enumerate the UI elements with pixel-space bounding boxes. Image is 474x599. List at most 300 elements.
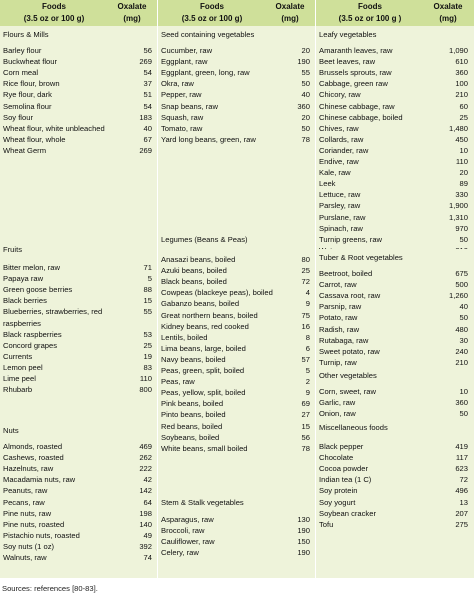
oxalate-value: 117 xyxy=(455,453,468,463)
oxalate-value: 56 xyxy=(143,46,152,55)
oxalate-value: 16 xyxy=(301,321,310,331)
oxalate-value: 183 xyxy=(139,112,152,122)
table-row xyxy=(0,78,158,89)
oxalate-value: 75 xyxy=(301,310,310,320)
oxalate-unit-header: (mg) xyxy=(281,14,299,23)
table-row xyxy=(0,284,158,295)
oxalate-value: 67 xyxy=(143,134,152,144)
table-row xyxy=(0,463,158,474)
oxalate-value: 83 xyxy=(143,362,152,372)
food-name: Pecans, raw xyxy=(3,497,45,507)
table-row xyxy=(316,519,474,530)
section-title: Flours & Mills xyxy=(3,30,49,39)
food-name: Soybean cracker xyxy=(319,508,376,518)
foods-header: Foods xyxy=(358,2,382,11)
section-title: Tuber & Root vegetables xyxy=(319,253,403,262)
oxalate-value: 262 xyxy=(139,453,152,463)
oxalate-unit-header: (mg) xyxy=(123,14,141,23)
oxalate-value: 110 xyxy=(139,374,152,383)
table-row xyxy=(158,547,316,558)
oxalate-value: 72 xyxy=(459,475,468,485)
food-name: Black berries xyxy=(3,296,47,306)
oxalate-value: 42 xyxy=(143,475,152,485)
section-title: Legumes (Beans & Peas) xyxy=(161,235,248,244)
food-name: Cauliflower, raw xyxy=(161,537,215,547)
foods-unit-header: (3.5 oz or 100 g) xyxy=(23,14,85,23)
table-row xyxy=(316,324,474,335)
food-name: Collards, raw xyxy=(319,134,364,144)
oxalate-value: 13 xyxy=(459,497,468,507)
table-row xyxy=(0,134,158,145)
oxalate-value: 360 xyxy=(455,398,468,408)
oxalate-header: Oxalate xyxy=(275,2,305,11)
table-row xyxy=(0,295,158,306)
section-title: Nuts xyxy=(3,426,19,435)
food-name: Rye flour, dark xyxy=(3,90,52,100)
table-row xyxy=(0,306,158,317)
table-row xyxy=(158,78,316,89)
table-row xyxy=(0,552,158,563)
oxalate-value: 800 xyxy=(139,385,152,395)
table-row xyxy=(316,101,474,112)
oxalate-value: 9 xyxy=(305,388,310,398)
oxalate-value: 20 xyxy=(459,168,468,178)
table-row xyxy=(316,508,474,519)
oxalate-value: 72 xyxy=(301,277,310,287)
table-row xyxy=(0,45,158,56)
oxalate-value: 2 xyxy=(305,377,310,387)
oxalate-value: 675 xyxy=(455,269,468,278)
table-row xyxy=(0,452,158,463)
foods-unit-header: (3.5 oz or 100 g ) xyxy=(338,14,402,23)
oxalate-value: 55 xyxy=(143,307,152,317)
food-name: Garlic, raw xyxy=(319,398,356,408)
oxalate-value: 360 xyxy=(455,68,468,78)
oxalate-value: 40 xyxy=(143,123,152,133)
oxalate-value: 360 xyxy=(297,101,310,111)
table-row xyxy=(316,45,474,56)
foods-header: Foods xyxy=(200,2,224,11)
table-row xyxy=(316,386,474,397)
column-1 xyxy=(0,0,158,578)
table-row xyxy=(316,485,474,496)
column-header xyxy=(158,0,316,26)
food-name: Bitter melon, raw xyxy=(3,263,60,272)
food-name: Radish, raw xyxy=(319,324,360,334)
food-name: Peas, raw xyxy=(161,377,195,387)
table-row xyxy=(316,156,474,167)
oxalate-value: 419 xyxy=(455,442,468,451)
food-name: Lime peel xyxy=(3,374,36,383)
oxalate-value: 71 xyxy=(143,263,152,272)
oxalate-value: 275 xyxy=(455,519,468,529)
food-name: Celery, raw xyxy=(161,548,199,558)
table-row xyxy=(316,200,474,211)
oxalate-value: 190 xyxy=(297,526,310,536)
oxalate-value: 269 xyxy=(139,57,152,67)
food-name: Chocolate xyxy=(319,453,354,463)
oxalate-value: 56 xyxy=(301,432,310,442)
oxalate-value: 198 xyxy=(139,508,152,518)
section-title: Leafy vegetables xyxy=(319,30,377,39)
section-title: Seed containing vegetables xyxy=(161,30,255,39)
oxalate-value: 5 xyxy=(147,274,152,284)
oxalate-value: 51 xyxy=(143,90,152,100)
food-name: Cabbage, green raw xyxy=(319,79,388,89)
table-row xyxy=(316,452,474,463)
oxalate-value: 25 xyxy=(301,266,310,276)
oxalate-value: 54 xyxy=(143,101,152,111)
food-name: Chicory, raw xyxy=(319,90,361,100)
table-row xyxy=(158,343,316,354)
food-name: Brussels sprouts, raw xyxy=(319,68,392,78)
table-row xyxy=(158,67,316,78)
table-row xyxy=(158,387,316,398)
oxalate-value: 50 xyxy=(301,79,310,89)
oxalate-value: 142 xyxy=(139,486,152,496)
table-row xyxy=(0,101,158,112)
oxalate-value: 74 xyxy=(143,553,152,562)
food-name: Lemon peel xyxy=(3,362,43,372)
oxalate-value: 450 xyxy=(455,134,468,144)
oxalate-value: 207 xyxy=(455,508,468,518)
oxalate-value: 25 xyxy=(459,112,468,122)
food-name: Pine nuts, raw xyxy=(3,508,52,518)
food-name: Soy yogurt xyxy=(319,497,356,507)
food-name: Sweet potato, raw xyxy=(319,346,380,356)
food-name: Potato, raw xyxy=(319,313,358,323)
table-row xyxy=(316,56,474,67)
section-title: Other vegetables xyxy=(319,371,377,380)
table-row xyxy=(158,376,316,387)
food-name: Wheat Germ xyxy=(3,145,47,155)
food-name: Black pepper xyxy=(319,442,364,451)
table-row xyxy=(316,408,474,419)
oxalate-unit-header: (mg) xyxy=(439,14,457,23)
oxalate-value: 110 xyxy=(455,157,468,166)
food-name: Azuki beans, boiled xyxy=(161,266,227,276)
table-row xyxy=(158,398,316,409)
section-title: Stem & Stalk vegetables xyxy=(161,498,244,507)
oxalate-value: 15 xyxy=(301,421,310,431)
food-name: Wheat flour, white unbleached xyxy=(3,123,105,133)
oxalate-value: 4 xyxy=(305,288,310,298)
table-row xyxy=(316,212,474,223)
oxalate-value: 330 xyxy=(455,190,468,200)
food-name: Peas, green, split, boiled xyxy=(161,366,245,375)
table-row xyxy=(158,321,316,332)
table-row xyxy=(158,443,316,454)
oxalate-value: 20 xyxy=(301,112,310,122)
food-name: Broccoli, raw xyxy=(161,526,205,536)
food-name: Gabanzo beans, boiled xyxy=(161,299,240,309)
table-row xyxy=(316,134,474,145)
table-row xyxy=(0,508,158,519)
oxalate-value: 80 xyxy=(301,255,310,264)
table-row xyxy=(158,298,316,309)
oxalate-value: 150 xyxy=(297,537,310,547)
oxalate-value: 496 xyxy=(455,486,468,496)
footnote: Sources: references [80-83]. xyxy=(2,584,98,593)
oxalate-value: 53 xyxy=(143,329,152,339)
oxalate-value: 1,090 xyxy=(448,46,468,55)
table-row xyxy=(0,441,158,452)
table-row xyxy=(316,223,474,234)
food-name: Asparagus, raw xyxy=(161,515,214,524)
table-row xyxy=(158,101,316,112)
table-row xyxy=(0,351,158,362)
food-name: Beet leaves, raw xyxy=(319,57,376,67)
foods-unit-header: (3.5 oz or 100 g) xyxy=(181,14,243,23)
table-row xyxy=(316,290,474,301)
table-row xyxy=(0,262,158,273)
food-name: Onion, raw xyxy=(319,409,356,419)
table-row xyxy=(316,89,474,100)
food-name: Tofu xyxy=(319,519,334,529)
oxalate-value: 69 xyxy=(301,399,310,409)
table-row xyxy=(316,474,474,485)
food-name: Papaya raw xyxy=(3,274,44,284)
oxalate-value: 49 xyxy=(143,530,152,540)
oxalate-value: 40 xyxy=(301,90,310,100)
food-name: Red beans, boiled xyxy=(161,421,223,431)
oxalate-value: 1,480 xyxy=(448,123,468,133)
oxalate-value: 27 xyxy=(301,410,310,420)
oxalate-value: 6 xyxy=(305,343,310,353)
food-name: Cashews, roasted xyxy=(3,453,64,463)
oxalate-value: 20 xyxy=(301,46,310,55)
food-name: Blueberries, strawberries, red xyxy=(3,307,103,317)
oxalate-value: 50 xyxy=(301,123,310,133)
table-row xyxy=(0,145,158,156)
oxalate-value: 37 xyxy=(143,79,152,89)
oxalate-value: 30 xyxy=(459,335,468,345)
food-name: Parsley, raw xyxy=(319,201,361,211)
food-name: Pink beans, boiled xyxy=(161,399,224,409)
oxalate-value: 240 xyxy=(455,346,468,356)
table-row xyxy=(316,189,474,200)
food-name: Cucumber, raw xyxy=(161,46,213,55)
oxalate-value: 60 xyxy=(459,101,468,111)
table-row xyxy=(316,112,474,123)
food-name: Currents xyxy=(3,351,33,361)
oxalate-value: 480 xyxy=(455,324,468,334)
food-name: Concord grapes xyxy=(3,340,58,350)
food-name: Indian tea (1 C) xyxy=(319,475,372,485)
table-row xyxy=(158,514,316,525)
food-name: Coriander, raw xyxy=(319,145,369,155)
table-row xyxy=(316,145,474,156)
oxalate-value: 130 xyxy=(297,515,310,524)
table-row xyxy=(158,525,316,536)
table-row xyxy=(316,123,474,134)
food-name: raspberries xyxy=(3,318,41,328)
oxalate-header: Oxalate xyxy=(433,2,463,11)
food-name: Purslane, raw xyxy=(319,212,366,222)
table-row xyxy=(316,234,474,245)
oxalate-value: 222 xyxy=(139,464,152,474)
food-name: Amaranth leaves, raw xyxy=(319,46,393,55)
food-name: Leek xyxy=(319,179,336,189)
table-row xyxy=(158,310,316,321)
table-row xyxy=(158,89,316,100)
oxalate-value: 5 xyxy=(305,366,310,375)
table-row xyxy=(0,474,158,485)
food-name: Corn, sweet, raw xyxy=(319,387,376,396)
column-header xyxy=(316,0,474,26)
food-name: Soybeans, boiled xyxy=(161,432,220,442)
food-name: Corn meal xyxy=(3,68,39,78)
food-name: Cocoa powder xyxy=(319,464,368,474)
oxalate-value: 89 xyxy=(459,179,468,189)
food-name: Wheat flour, whole xyxy=(3,134,66,144)
table-row xyxy=(316,441,474,452)
column-header xyxy=(0,0,158,26)
food-name: Tomato, raw xyxy=(161,123,203,133)
table-row xyxy=(316,312,474,323)
column-3 xyxy=(316,0,474,578)
food-name: Endive, raw xyxy=(319,157,359,166)
oxalate-value: 500 xyxy=(455,280,468,290)
section-title: Miscellaneous foods xyxy=(319,423,388,432)
oxalate-value: 392 xyxy=(139,541,152,551)
food-name: Rutabaga, raw xyxy=(319,335,369,345)
food-name: Chinese cabbage, boiled xyxy=(319,112,403,122)
table-row xyxy=(158,112,316,123)
oxalate-value: 190 xyxy=(297,548,310,558)
table-row xyxy=(316,78,474,89)
table-row xyxy=(0,497,158,508)
table-row xyxy=(158,134,316,145)
table-row xyxy=(0,340,158,351)
oxalate-value: 10 xyxy=(459,387,468,396)
food-name: Anasazi beans, boiled xyxy=(161,255,236,264)
food-name: Cowpeas (blackeye peas), boiled xyxy=(161,288,273,298)
oxalate-value: 50 xyxy=(459,409,468,419)
food-name: Barley flour xyxy=(3,46,42,55)
table-row xyxy=(0,384,158,395)
oxalate-value: 64 xyxy=(143,497,152,507)
oxalate-value: 269 xyxy=(139,145,152,155)
table-row xyxy=(0,123,158,134)
food-name: Pepper, raw xyxy=(161,90,202,100)
food-name: Peas, yellow, split, boiled xyxy=(161,388,246,398)
food-name: Semolina flour xyxy=(3,101,52,111)
table-row xyxy=(316,67,474,78)
table-row xyxy=(158,56,316,67)
food-name: Soy flour xyxy=(3,112,33,122)
table-row xyxy=(0,541,158,552)
oxalate-value: 25 xyxy=(143,340,152,350)
oxalate-value: 140 xyxy=(139,519,152,529)
food-name: Carrot, raw xyxy=(319,280,357,290)
oxalate-value: 19 xyxy=(143,351,152,361)
food-name: Rice flour, brown xyxy=(3,79,60,89)
food-name: Snap beans, raw xyxy=(161,101,218,111)
table-row xyxy=(0,530,158,541)
table-row xyxy=(316,346,474,357)
food-name: Lima beans, large, boiled xyxy=(161,343,246,353)
table-row xyxy=(158,332,316,343)
oxalate-value: 55 xyxy=(301,68,310,78)
food-name: Peanuts, raw xyxy=(3,486,48,496)
oxalate-value: 610 xyxy=(455,57,468,67)
food-name: Parsnip, raw xyxy=(319,302,362,312)
table-row xyxy=(158,354,316,365)
table-row xyxy=(0,329,158,340)
table-row xyxy=(0,273,158,284)
food-name: Macadamia nuts, raw xyxy=(3,475,76,485)
table-row xyxy=(158,123,316,134)
table-row xyxy=(0,373,158,384)
food-name: Rhubarb xyxy=(3,385,33,395)
oxalate-value: 54 xyxy=(143,68,152,78)
food-name: Great northern beans, boiled xyxy=(161,310,258,320)
food-name: Turnip, raw xyxy=(319,357,357,367)
food-name: Soy protein xyxy=(319,486,358,496)
food-name: Pine nuts, roasted xyxy=(3,519,65,529)
table-row xyxy=(158,421,316,432)
food-name: Pinto beans, boiled xyxy=(161,410,226,420)
oxalate-value: 100 xyxy=(455,79,468,89)
oxalate-value: 1,310 xyxy=(448,212,468,222)
table-row xyxy=(0,89,158,100)
food-name: Lentils, boiled xyxy=(161,332,208,342)
oxalate-value: 57 xyxy=(301,354,310,364)
oxalate-value: 469 xyxy=(139,442,152,451)
food-name: Spinach, raw xyxy=(319,223,363,233)
table-row xyxy=(0,362,158,373)
oxalate-value: 40 xyxy=(459,302,468,312)
table-row xyxy=(158,409,316,420)
table-row xyxy=(0,112,158,123)
food-name: Hazelnuts, raw xyxy=(3,464,54,474)
food-name: Yard long beans, green, raw xyxy=(161,134,256,144)
oxalate-value: 78 xyxy=(301,443,310,453)
food-name: Eggplant, green, long, raw xyxy=(161,68,250,78)
table-row xyxy=(0,485,158,496)
food-name: Turnip greens, raw xyxy=(319,234,383,244)
food-name: Chives, raw xyxy=(319,123,359,133)
oxalate-value: 9 xyxy=(305,299,310,309)
table-row xyxy=(316,167,474,178)
table-row xyxy=(0,67,158,78)
food-name: Black beans, boiled xyxy=(161,277,227,287)
oxalate-value: 1,900 xyxy=(448,201,468,211)
food-name: Walnuts, raw xyxy=(3,553,47,562)
oxalate-value: 210 xyxy=(455,357,468,367)
oxalate-value: 78 xyxy=(301,134,310,144)
table-row xyxy=(316,497,474,508)
oxalate-value: 15 xyxy=(143,296,152,306)
oxalate-value: 210 xyxy=(455,90,468,100)
oxalate-value: 623 xyxy=(455,464,468,474)
table-row xyxy=(316,335,474,346)
food-name: White beans, small boiled xyxy=(161,443,248,453)
food-name: Squash, raw xyxy=(161,112,204,122)
oxalate-value: 50 xyxy=(459,313,468,323)
oxalate-value: 8 xyxy=(305,332,310,342)
food-name: Pistachio nuts, roasted xyxy=(3,530,80,540)
table-row xyxy=(316,397,474,408)
foods-header: Foods xyxy=(42,2,66,11)
oxalate-value: 970 xyxy=(455,223,468,233)
table-row xyxy=(158,432,316,443)
food-name: Kale, raw xyxy=(319,168,351,178)
table-row xyxy=(158,45,316,56)
table-row xyxy=(158,265,316,276)
food-name: Okra, raw xyxy=(161,79,194,89)
